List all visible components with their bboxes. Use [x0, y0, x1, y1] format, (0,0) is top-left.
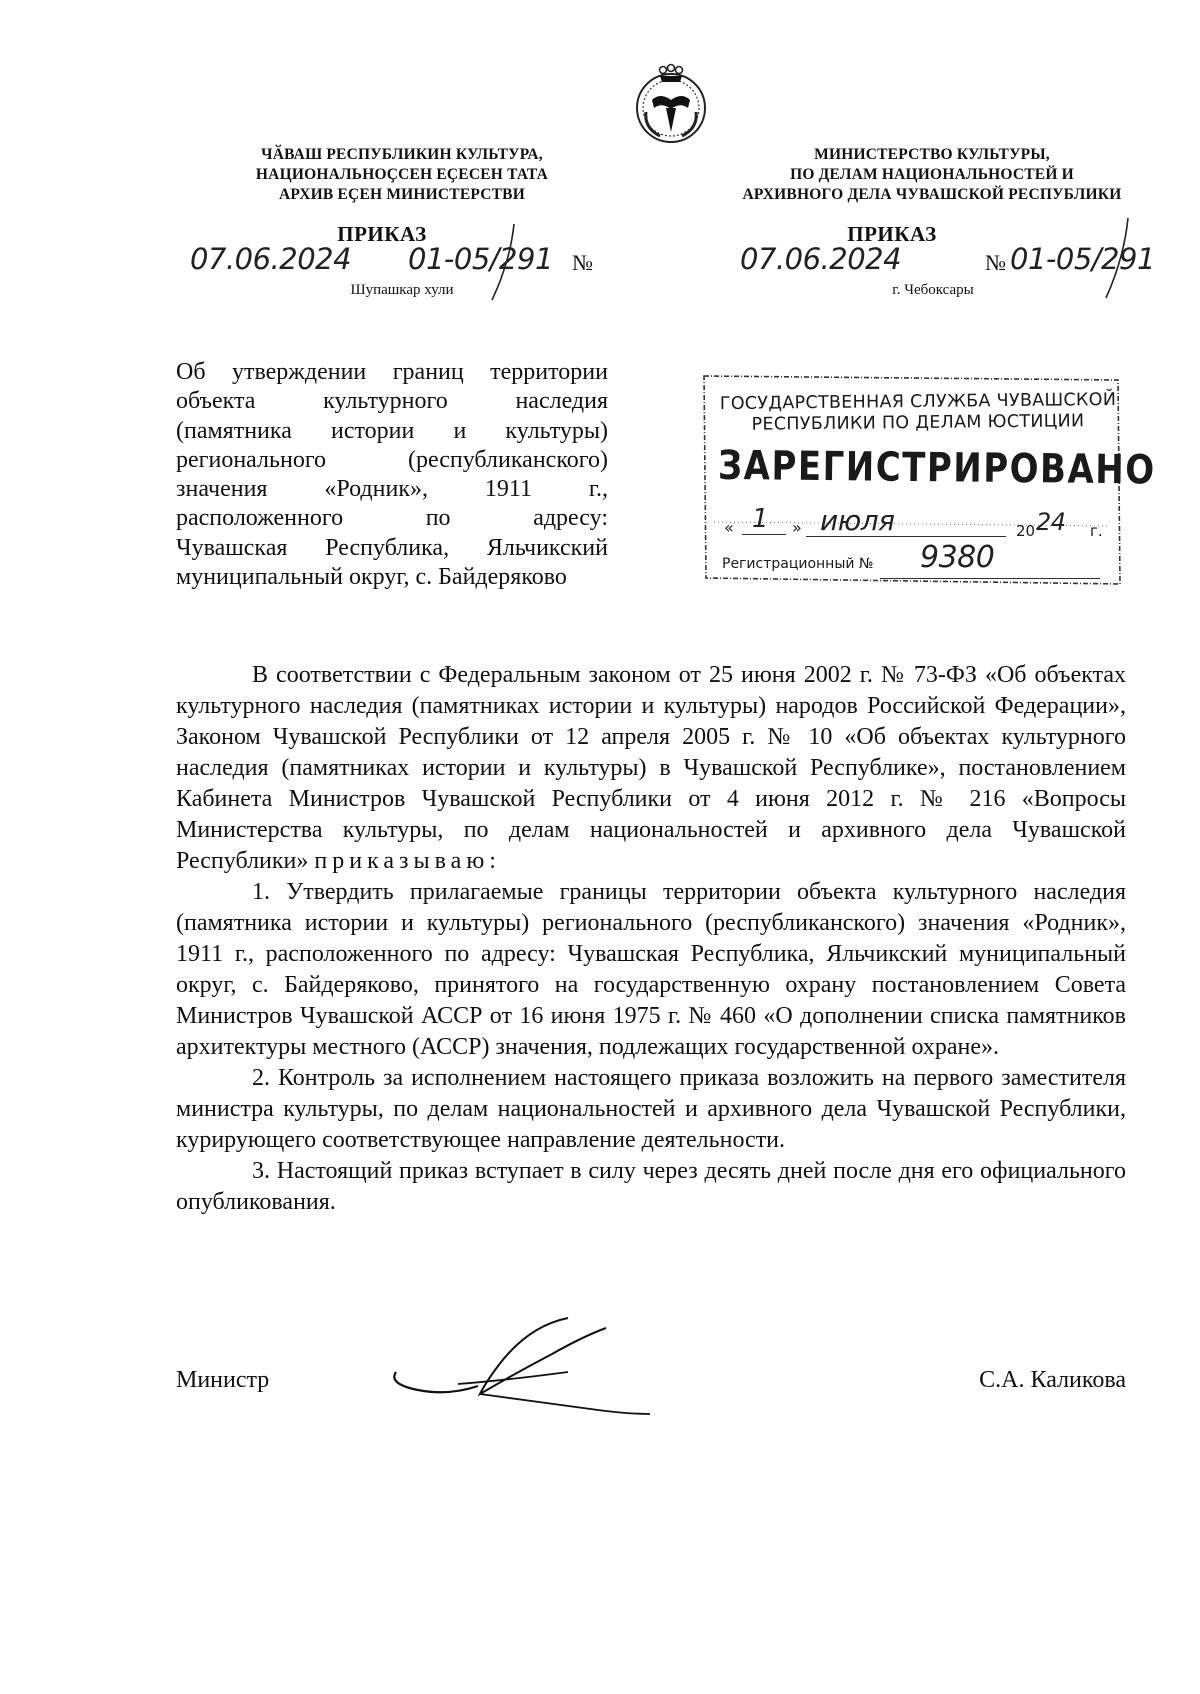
stamp-day-handwritten: 1 — [752, 504, 769, 534]
signatory-position: Министр — [176, 1367, 270, 1393]
slash-stroke-left — [488, 222, 518, 302]
order-number-right-handwritten: 01-05/291 — [1010, 242, 1155, 276]
header-left-line-2: НАЦИОНАЛЬНОҪСЕН ЕҪЕСЕН ТАТА — [255, 166, 549, 183]
stamp-year-handwritten: 24 — [1036, 508, 1066, 536]
order-title-left: ПРИКАЗ — [337, 222, 427, 246]
title-line-5: значения «Родник», 1911 г., — [176, 476, 608, 503]
title-line-6: расположенного по адресу: — [176, 505, 608, 532]
header-right-russian — [732, 145, 1132, 205]
document-body — [176, 660, 1126, 1218]
body-paragraph-4: 3. Настоящий приказ вступает в силу через десять дней после дня его официального опубликования. — [176, 1158, 1126, 1215]
stamp-reg-number-handwritten: 9380 — [920, 540, 995, 575]
place-left: Шупашкар хули — [350, 282, 454, 298]
stamp-year-prefix: 20 — [1016, 522, 1036, 540]
header-right-line-3: АРХИВНОГО ДЕЛА ЧУВАШСКОЙ РЕСПУБЛИКИ — [742, 186, 1122, 203]
place-right: г. Чебоксары — [892, 282, 974, 298]
coat-of-arms-emblem — [630, 62, 712, 146]
number-sign-right: № — [985, 250, 1006, 275]
handwritten-signature — [388, 1306, 658, 1426]
body-paragraph-3: 2. Контроль за исполнением настоящего приказа возложить на первого заместителя министра культуры, по делам национальностей и архивного дела Чувашской Республики, курирующего соответствующее направление деятельности. — [176, 1065, 1126, 1153]
stamp-agency-line-1: ГОСУДАРСТВЕННАЯ СЛУЖБА ЧУВАШСКОЙ — [719, 389, 1117, 415]
title-line-2: объекта культурного наследия — [176, 388, 608, 415]
stamp-year-suffix: г. — [1090, 522, 1103, 540]
order-word: приказываю: — [314, 848, 501, 874]
number-sign-left: № — [572, 250, 593, 275]
title-line-8: муниципальный округ, с. Байдеряково — [176, 564, 567, 591]
stamp-month-underline — [806, 536, 1006, 537]
order-date-right-handwritten: 07.06.2024 — [740, 242, 902, 276]
stamp-open-quote: « — [724, 518, 734, 537]
stamp-reg-label: Регистрационный № — [722, 556, 874, 572]
stamp-close-quote: » — [792, 518, 802, 537]
title-line-1: Об утверждении границ территории — [176, 359, 608, 385]
body-paragraph-1-text: В соответствии с Федеральным законом от 25 июня 2002 г. № 73-ФЗ «Об объектах культурного наследия (памятниках истории и культуры) народов Российской Федерации», Законом Чувашской Республики от 12 апреля 2005 г. № 10 «Об объектах культурного наследия (памятниках истории и культуры) в Чувашской Республике», постановлением Кабинета Министров Чувашской Республики от 4 июня 2012 г. № 216 «Вопросы Министерства культуры, по делам национальностей и архивного дела Чувашской Республики» — [176, 662, 1126, 874]
order-number-left-handwritten: 01-05/291 — [408, 242, 553, 276]
title-line-4: регионального (республиканского) — [176, 446, 608, 473]
title-line-7: Чувашская Республика, Яльчикский — [176, 534, 608, 561]
slash-stroke-right — [1102, 216, 1132, 300]
stamp-agency-line-2: РЕСПУБЛИКИ ПО ДЕЛАМ ЮСТИЦИИ — [751, 411, 1085, 435]
document-title — [176, 358, 608, 592]
stamp-registered: ЗАРЕГИСТРИРОВАНО — [717, 442, 1156, 495]
body-paragraph-1 — [176, 660, 1126, 877]
header-left-line-3: АРХИВ ЕҪЕН МИНИСТЕРСТВИ — [279, 186, 525, 203]
header-left-chuvash — [232, 145, 572, 205]
header-right-line-2: ПО ДЕЛАМ НАЦИОНАЛЬНОСТЕЙ И — [790, 166, 1074, 183]
order-date-left-handwritten: 07.06.2024 — [190, 242, 352, 276]
title-line-3: (памятника истории и культуры) — [176, 417, 608, 444]
body-paragraph-2: 1. Утвердить прилагаемые границы территории объекта культурного наследия (памятника истории и культуры) регионального (республиканского) значения «Родник», 1911 г., расположенного по адресу: Чувашская Республика, Яльчикский муниципальный округ, с. Байдеряково, принятого на государственную охрану постановлением Совета Министров Чувашской АССР от 16 июня 1975 г. № 460 «О дополнении списка памятников архитектуры местного (АССР) значения, подлежащих государственной охране». — [176, 879, 1126, 1060]
stamp-reg-underline — [880, 578, 1100, 579]
signatory-name: С.А. Каликова — [979, 1367, 1126, 1393]
stamp-day-underline — [742, 534, 786, 535]
stamp-month-handwritten: июля — [820, 504, 895, 537]
order-title-right: ПРИКАЗ — [847, 222, 937, 246]
header-left-line-1: ЧӐВАШ РЕСПУБЛИКИН КУЛЬТУРА, — [261, 146, 543, 163]
header-right-line-1: МИНИСТЕРСТВО КУЛЬТУРЫ, — [814, 146, 1050, 163]
